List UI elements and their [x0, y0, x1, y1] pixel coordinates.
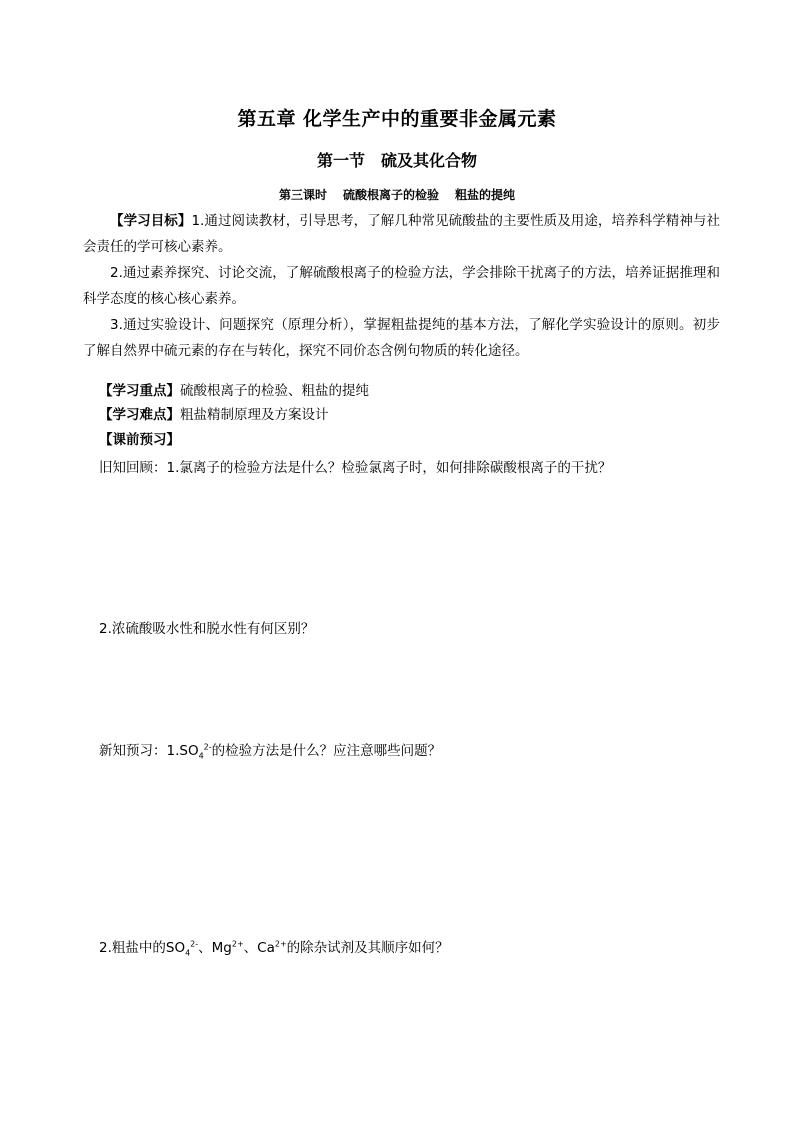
magnesium-ion: 、Mg — [198, 940, 232, 956]
sulfate-charge: 2- — [203, 742, 212, 752]
lesson-title — [0, 186, 794, 203]
new-question-1 — [99, 740, 441, 762]
difficulties-text: 粗盐精制原理及方案设计 — [180, 407, 329, 423]
lesson-topic-1: 硫酸根离子的检验 — [342, 188, 439, 202]
difficulties-label: 【学习难点】 — [99, 407, 180, 423]
objective-2 — [83, 260, 720, 312]
new-question-2 — [99, 937, 449, 959]
review-question-2: 2.浓硫酸吸水性和脱水性有何区别？ — [99, 621, 315, 637]
key-points — [99, 380, 369, 402]
calcium-ion: 、Ca — [243, 940, 275, 956]
objectives-label: 【学习目标】 — [110, 213, 192, 229]
objective-2-text: 2.通过素养探究、讨论交流，了解硫酸根离子的检验方法，学会排除干扰离子的方法，培养证据推理和科学态度的核心核心素养。 — [83, 265, 720, 307]
objective-1-text: 1.通过阅读教材，引导思考，了解几种常见硫酸盐的主要性质及用途，培养科学精神与社会责任的学可核心素养。 — [83, 213, 721, 255]
new-q1-suffix: 的检验方法是什么？应注意哪些问题？ — [211, 743, 442, 759]
learning-objectives — [83, 208, 720, 364]
magnesium-charge: 2+ — [231, 939, 244, 949]
preview-heading — [99, 429, 180, 451]
objective-1 — [83, 208, 720, 260]
new-q2-prefix: 2.粗盐中的SO — [99, 940, 186, 956]
chapter-title: 第五章 化学生产中的重要非金属元素 — [237, 108, 557, 130]
difficulties — [99, 404, 329, 426]
review-question-1: 旧知回顾：1.氯离子的检验方法是什么？检验氯离子时，如何排除碳酸根离子的干扰？ — [99, 460, 612, 476]
sulfate-subscript-2: 4 — [185, 948, 191, 958]
objective-3-text: 3.通过实验设计、问题探究（原理分析），掌握粗盐提纯的基本方法，了解化学实验设计的原则。初步了解自然界中硫元素的存在与转化，探究不同价态含例句物质的转化途径。 — [83, 317, 720, 359]
key-points-label: 【学习重点】 — [99, 383, 180, 399]
objective-3 — [83, 312, 720, 364]
key-points-text: 硫酸根离子的检验、粗盐的提纯 — [180, 383, 369, 399]
lesson-topic-2: 粗盐的提纯 — [455, 188, 516, 202]
lesson-number: 第三课时 — [278, 188, 327, 202]
sulfate-subscript: 4 — [198, 751, 204, 761]
section-title: 第一节 硫及其化合物 — [316, 151, 477, 170]
preview-label: 【课前预习】 — [99, 432, 180, 448]
new-q1-prefix: 新知预习：1.SO — [99, 743, 199, 759]
new-q2-suffix: 的除杂试剂及其顺序如何？ — [286, 940, 449, 956]
sulfate-charge-2: 2- — [190, 939, 199, 949]
calcium-charge: 2+ — [274, 939, 287, 949]
